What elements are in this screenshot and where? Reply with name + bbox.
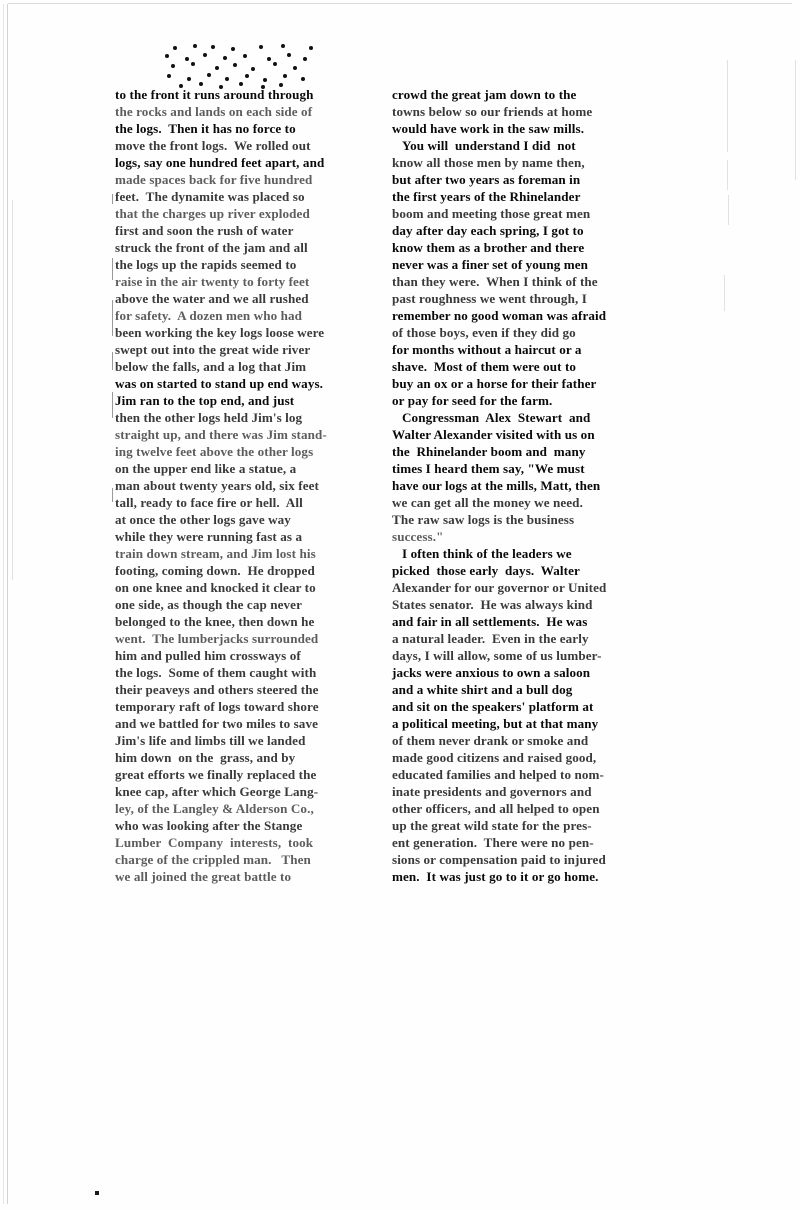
text-line: Jim's life and limbs till we landed: [115, 733, 306, 748]
margin-rule-fragment: [112, 352, 113, 370]
text-line: who was looking after the Stange: [115, 818, 303, 833]
text-line: made spaces back for five hundred: [115, 172, 313, 187]
halftone-dot: [309, 46, 313, 50]
halftone-dot: [303, 57, 307, 61]
text-line: footing, coming down. He dropped: [115, 563, 315, 578]
halftone-dot: [165, 54, 169, 58]
margin-rule-fragment: [112, 194, 113, 204]
right-text-column: [392, 86, 654, 885]
text-line: temporary raft of logs toward shore: [115, 699, 319, 714]
scan-streak: [795, 60, 796, 180]
halftone-dot: [251, 67, 255, 71]
text-line: ent generation. There were no pen-: [392, 835, 594, 850]
text-line: or pay for seed for the farm.: [392, 393, 553, 408]
halftone-dot: [263, 78, 267, 82]
halftone-dot: [267, 57, 271, 61]
halftone-dot: [171, 64, 175, 68]
text-line: the logs. Some of them caught with: [115, 665, 317, 680]
text-line: the rocks and lands on each side of: [115, 104, 313, 119]
scan-streak: [728, 195, 729, 225]
text-line: their peaveys and others steered the: [115, 682, 319, 697]
text-line: then the other logs held Jim's log: [115, 410, 303, 425]
text-line: would have work in the saw mills.: [392, 121, 585, 136]
halftone-dot: [187, 77, 191, 81]
halftone-dot: [243, 54, 247, 58]
text-line: we all joined the great battle to: [115, 869, 292, 884]
text-line: The raw saw logs is the business: [392, 512, 575, 527]
text-line: below the falls, and a log that Jim: [115, 359, 307, 374]
text-line: struck the front of the jam and all: [115, 240, 308, 255]
halftone-dot: [281, 44, 285, 48]
text-line: and fair in all settlements. He was: [392, 614, 588, 629]
text-line: know all those men by name then,: [392, 155, 585, 170]
text-line: remember no good woman was afraid: [392, 308, 607, 323]
text-line: Jim ran to the top end, and just: [115, 393, 295, 408]
scan-edge-left-outer: [3, 4, 4, 1204]
text-line: one side, as though the cap never: [115, 597, 302, 612]
text-line: made good citizens and raised good,: [392, 750, 597, 765]
halftone-dot: [173, 46, 177, 50]
text-line: day after day each spring, I got to: [392, 223, 584, 238]
text-line: the logs up the rapids seemed to: [115, 257, 297, 272]
text-line: sions or compensation paid to injured: [392, 852, 606, 867]
text-line: him down on the grass, and by: [115, 750, 296, 765]
text-line: a natural leader. Even in the early: [392, 631, 589, 646]
text-line: picked those early days. Walter: [392, 563, 580, 578]
text-line: that the charges up river exploded: [115, 206, 310, 221]
halftone-dot: [245, 74, 249, 78]
text-line: belonged to the knee, then down he: [115, 614, 315, 629]
halftone-dot: [259, 45, 263, 49]
text-line: States senator. He was always kind: [392, 597, 593, 612]
text-line: of them never drank or smoke and: [392, 733, 589, 748]
text-line: at once the other logs gave way: [115, 512, 291, 527]
text-line: a political meeting, but at that many: [392, 716, 599, 731]
margin-rule-fragment: [112, 392, 113, 418]
text-line: boom and meeting those great men: [392, 206, 591, 221]
halftone-dot: [203, 53, 207, 57]
text-line: towns below so our friends at home: [392, 104, 593, 119]
margin-rule-fragment: [112, 300, 113, 336]
text-line: logs, say one hundred feet apart, and: [115, 155, 325, 170]
text-line: feet. The dynamite was placed so: [115, 189, 305, 204]
halftone-dot: [223, 56, 227, 60]
halftone-dot: [283, 74, 287, 78]
margin-rule-fragment: [112, 488, 113, 502]
text-line: Alexander for our governor or United: [392, 580, 607, 595]
halftone-dot: [211, 45, 215, 49]
scan-streak: [727, 60, 728, 152]
text-line: other officers, and all helped to open: [392, 801, 600, 816]
text-line: You will understand I did not: [402, 138, 576, 153]
text-line: men. It was just go to it or go home.: [392, 869, 599, 884]
halftone-dot: [185, 57, 189, 61]
text-line: on the upper end like a statue, a: [115, 461, 297, 476]
halftone-dot: [293, 66, 297, 70]
scan-edge-top: [8, 3, 792, 4]
halftone-dot: [231, 47, 235, 51]
halftone-dot: [233, 63, 237, 67]
text-line: Walter Alexander visited with us on: [392, 427, 595, 442]
text-line: ley, of the Langley & Alderson Co.,: [115, 801, 314, 816]
text-line: but after two years as foreman in: [392, 172, 581, 187]
text-line: days, I will allow, some of us lumber-: [392, 648, 602, 663]
text-line: past roughness we went through, I: [392, 291, 587, 306]
text-line: and sit on the speakers' platform at: [392, 699, 594, 714]
text-line: straight up, and there was Jim stand-: [115, 427, 327, 442]
text-line: the Rhinelander boom and many: [392, 444, 586, 459]
text-line: and a white shirt and a bull dog: [392, 682, 573, 697]
text-line: above the water and we all rushed: [115, 291, 309, 306]
text-line: buy an ox or a horse for their father: [392, 376, 597, 391]
text-line: knee cap, after which George Lang-: [115, 784, 319, 799]
scan-streak: [727, 160, 728, 190]
text-line: Congressman Alex Stewart and: [402, 410, 591, 425]
text-line: never was a finer set of young men: [392, 257, 589, 272]
margin-rule-fragment: [112, 258, 113, 280]
text-line: have our logs at the mills, Matt, then: [392, 478, 601, 493]
halftone-dot: [167, 74, 171, 78]
text-line: shave. Most of them were out to: [392, 359, 577, 374]
scan-edge-left: [7, 4, 8, 1204]
text-line: inate presidents and governors and: [392, 784, 592, 799]
left-text-column: [115, 86, 377, 885]
text-line: great efforts we finally replaced the: [115, 767, 317, 782]
text-line: tall, ready to face fire or hell. All: [115, 495, 303, 510]
scan-streak: [12, 200, 13, 580]
text-line: crowd the great jam down to the: [392, 87, 577, 102]
text-line: move the front logs. We rolled out: [115, 138, 311, 153]
text-line: charge of the crippled man. Then: [115, 852, 311, 867]
text-line: of those boys, even if they did go: [392, 325, 576, 340]
text-line: I often think of the leaders we: [402, 546, 572, 561]
text-line: ing twelve feet above the other logs: [115, 444, 314, 459]
text-line: to the front it runs around through: [115, 87, 314, 102]
text-line: was on started to stand up end ways.: [115, 376, 324, 391]
halftone-dot: [207, 73, 211, 77]
text-line: raise in the air twenty to forty feet: [115, 274, 310, 289]
text-line: for safety. A dozen men who had: [115, 308, 303, 323]
halftone-dot: [273, 62, 277, 66]
halftone-dot: [215, 66, 219, 70]
text-line: the first years of the Rhinelander: [392, 189, 581, 204]
text-line: swept out into the great wide river: [115, 342, 311, 357]
text-line: on one knee and knocked it clear to: [115, 580, 316, 595]
halftone-dot: [191, 62, 195, 66]
text-line: first and soon the rush of water: [115, 223, 294, 238]
halftone-dot: [193, 44, 197, 48]
halftone-dot: [225, 77, 229, 81]
text-line: than they were. When I think of the: [392, 274, 598, 289]
text-line: times I heard them say, "We must: [392, 461, 585, 476]
text-line: know them as a brother and there: [392, 240, 585, 255]
text-line: for months without a haircut or a: [392, 342, 582, 357]
text-line: Lumber Company interests, took: [115, 835, 314, 850]
text-line: jacks were anxious to own a saloon: [392, 665, 591, 680]
text-line: him and pulled him crossways of: [115, 648, 301, 663]
halftone-dot: [287, 53, 291, 57]
text-line: the logs. Then it has no force to: [115, 121, 296, 136]
text-line: while they were running fast as a: [115, 529, 303, 544]
halftone-dot-cluster-ornament: [163, 44, 313, 89]
text-line: went. The lumberjacks surrounded: [115, 631, 319, 646]
text-line: educated families and helped to nom-: [392, 767, 605, 782]
text-line: man about twenty years old, six feet: [115, 478, 319, 493]
text-line: success.": [392, 529, 444, 544]
text-line: train down stream, and Jim lost his: [115, 546, 316, 561]
scan-streak: [724, 275, 725, 311]
text-line: been working the key logs loose were: [115, 325, 325, 340]
text-line: we can get all the money we need.: [392, 495, 583, 510]
halftone-dot: [301, 77, 305, 81]
ink-speck: [95, 1191, 99, 1195]
text-line: and we battled for two miles to save: [115, 716, 319, 731]
text-line: up the great wild state for the pres-: [392, 818, 592, 833]
